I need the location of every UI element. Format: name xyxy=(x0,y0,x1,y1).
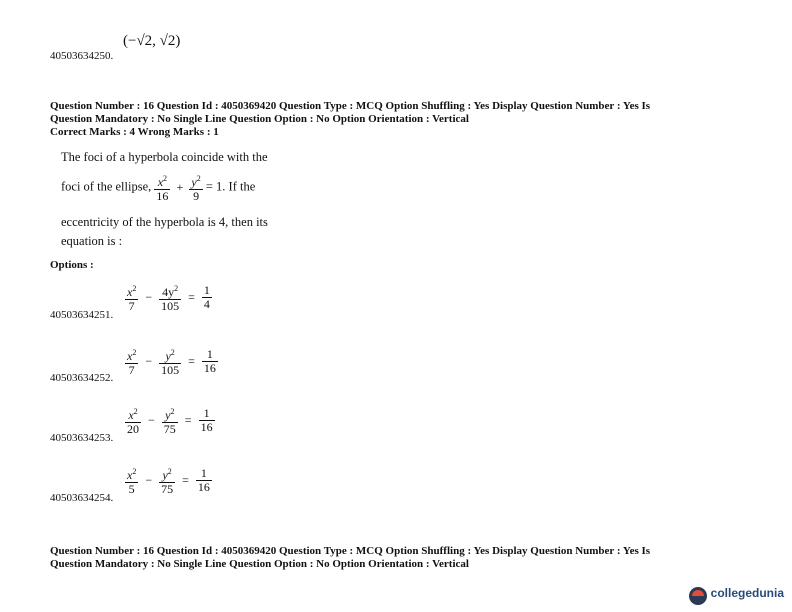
question-header-line1: Question Number : 16 Question Id : 4050369420 Question Type : MCQ Option Shuffling : Yes Display Question Number : Yes Is xyxy=(50,100,651,112)
logo-tagline xyxy=(711,602,784,608)
option-2-equation[interactable]: $\frac{x^2}{7}$ − $\frac{y^2}{105}$ = $\frac{1}{16}$ xyxy=(127,347,216,377)
question-header xyxy=(50,100,750,139)
option-4-equation[interactable]: $\frac{x^2}{5}$ − $\frac{y^2}{75}$ = $\frac{1}{16}$ xyxy=(127,466,210,496)
ellipse-term-x: $\frac{x^2}{16}$ xyxy=(156,174,169,203)
question-text-line2: foci of the ellipse, $\frac{x^2}{16}$ + $\frac{y^2}{9}$ = 1. If the xyxy=(61,174,256,203)
option-1-id: 40503634251. xyxy=(50,309,114,321)
logo-text: collegedunia xyxy=(710,586,784,600)
prev-option-value: (−√2, √2) xyxy=(123,33,181,49)
option-3-equation[interactable]: $\frac{x^2}{20}$ − $\frac{y^2}{75}$ = $\frac{1}{16}$ xyxy=(127,406,213,436)
options-label: Options : xyxy=(50,259,94,271)
option-3-id: 40503634253. xyxy=(50,432,114,444)
option-2-id: 40503634252. xyxy=(50,372,114,384)
collegedunia-logo xyxy=(689,584,784,608)
question-text-line3: eccentricity of the hyperbola is 4, then its xyxy=(61,215,268,229)
question-text-line2-post: = 1. If the xyxy=(205,179,256,194)
next-question-header-line1: Question Number : 16 Question Id : 4050369420 Question Type : MCQ Option Shuffling : Yes Display Question Number : Yes Is xyxy=(50,545,651,557)
question-marks: Correct Marks : 4 Wrong Marks : 1 xyxy=(50,126,219,138)
question-header-line2: Question Mandatory : No Single Line Question Option : No Option Orientation : Vertical xyxy=(50,113,469,125)
logo-mascot-icon xyxy=(689,587,707,605)
question-text-line1: The foci of a hyperbola coincide with the xyxy=(61,150,268,164)
next-question-header-line2: Question Mandatory : No Single Line Question Option : No Option Orientation : Vertical xyxy=(50,558,469,570)
option-4-id: 40503634254. xyxy=(50,492,114,504)
next-question-header xyxy=(50,545,750,571)
option-1-equation[interactable]: $\frac{x^2}{7}$ − $\frac{4y^2}{105}$ = $\frac{1}{4}$ xyxy=(127,283,210,313)
ellipse-term-y: $\frac{y^2}{9}$ xyxy=(191,174,201,203)
question-text-line2-pre: foci of the ellipse, xyxy=(61,179,152,194)
question-text-line4: equation is : xyxy=(61,234,123,248)
prev-option-id: 40503634250. xyxy=(50,50,114,62)
